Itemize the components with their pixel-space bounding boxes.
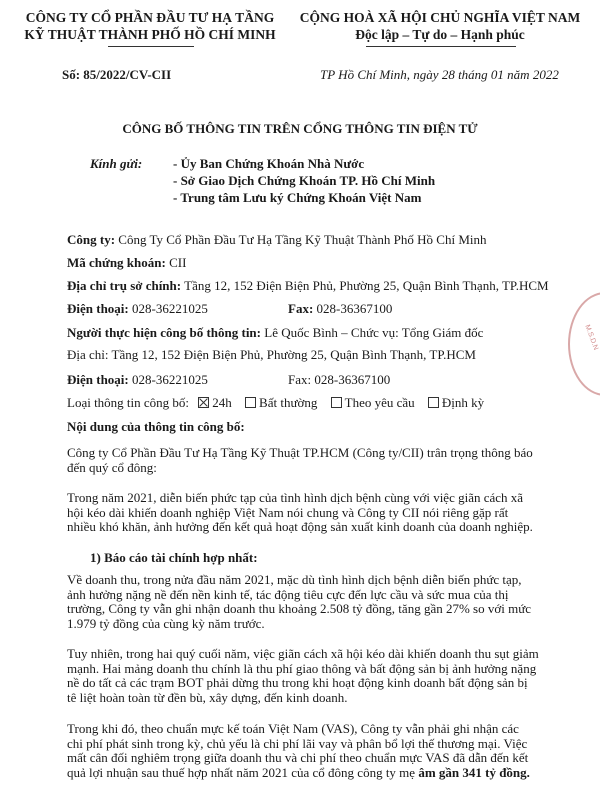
- phone2-value: 028-36221025: [132, 372, 208, 387]
- checkbox-icon: [428, 397, 439, 408]
- company-name-line2: KỸ THUẬT THÀNH PHỐ HỒ CHÍ MINH: [24, 27, 276, 42]
- stock-code-row: [67, 255, 186, 271]
- recipient-3: - Trung tâm Lưu ký Chứng Khoán Việt Nam: [173, 190, 422, 205]
- headquarters-value: Tầng 12, 152 Điện Biện Phủ, Phường 25, Quận Bình Thạnh, TP.HCM: [184, 278, 549, 293]
- header-underline-right: [366, 46, 516, 47]
- stock-code-value: CII: [169, 255, 187, 270]
- option-periodic-label: Định kỳ: [441, 395, 485, 410]
- header-underline-left: [108, 46, 194, 47]
- headquarters-row: [67, 278, 549, 294]
- p3-line-1: Tuy nhiên, trong hai quý cuối năm, việc giãn cách xã hội kéo dài khiến doanh thu sụt giảm: [67, 646, 539, 661]
- country-motto: Độc lập – Tự do – Hạnh phúc: [355, 27, 525, 42]
- p1-line-3: nhiều khó khăn, ảnh hưởng đến kết quả hoạt động sản xuất kinh doanh của doanh nghiệp.: [67, 519, 533, 534]
- p4-line-2: chi phí phát sinh trong kỳ, chủ yếu là chi phí lãi vay và phân bổ lợi thế thương mại. Việc: [67, 735, 528, 751]
- stamp-text: M.S.D.N: [583, 323, 600, 352]
- option-periodic[interactable]: [428, 395, 484, 411]
- option-on-request[interactable]: [331, 395, 415, 411]
- p2-line-4: 1.979 tỷ đồng của cùng kỳ năm trước.: [67, 615, 265, 631]
- company-stamp: [568, 292, 600, 396]
- p2-line-3: trường, Công ty vẫn ghi nhận doanh thu khoảng 2.508 tỷ đồng, tăng gần 27% so với mức: [67, 601, 532, 616]
- p4-line-4: [67, 766, 530, 781]
- info-type-label: Loại thông tin công bố:: [67, 395, 190, 410]
- p2-line-2: ảnh hưởng nặng nề đến nền kinh tế, tác động tiêu cực đến lực cầu và sức mua của thị: [67, 586, 509, 602]
- option-on-request-label: Theo yêu cầu: [344, 395, 415, 410]
- checkbox-checked-icon: [198, 397, 209, 408]
- company-name-line1: CÔNG TY CỔ PHẦN ĐẦU TƯ HẠ TẦNG: [25, 10, 275, 25]
- p2-line-1: Về doanh thu, trong nửa đầu năm 2021, mặc dù tình hình dịch bệnh diễn biến phức tạp,: [67, 572, 522, 587]
- discloser-row: [67, 325, 483, 341]
- info-type-row: [67, 395, 494, 411]
- fax-value: 028-36367100: [316, 301, 393, 316]
- p4-line-3: mất cân đối nghiêm trọng giữa doanh thu và chi phí theo chuẩn mực VAS đã dẫn đến kết: [67, 750, 529, 765]
- company-row: [67, 232, 487, 248]
- discloser-label: Người thực hiện công bố thông tin:: [67, 325, 261, 340]
- intro-line-1: Công ty Cổ Phần Đầu Tư Hạ Tầng Kỹ Thuật TP.HCM (Công ty/CII) trân trọng thông báo: [67, 445, 533, 460]
- content-label: Nội dung của thông tin công bố:: [67, 419, 245, 434]
- p4-line-1: Trong khi đó, theo chuẩn mực kế toán Việt Nam (VAS), Công ty vẫn phải ghi nhận các: [67, 721, 519, 736]
- option-24h-label: 24h: [212, 395, 232, 410]
- p3-line-3: nề do tất cả các trạm BOT phải dừng thu trong khi hoạt động kinh doanh bất động sản bị: [67, 675, 528, 690]
- company-value: Công Ty Cổ Phần Đầu Tư Hạ Tầng Kỹ Thuật Thành Phố Hồ Chí Minh: [118, 232, 487, 247]
- company-label: Công ty:: [67, 232, 116, 247]
- p4-line-4-bold: âm gần 341 tỷ đồng.: [418, 764, 530, 780]
- stock-code-label: Mã chứng khoán:: [67, 255, 166, 270]
- option-irregular[interactable]: [245, 395, 317, 411]
- recipients-label: Kính gửi:: [90, 156, 143, 171]
- document-title: CÔNG BỐ THÔNG TIN TRÊN CỔNG THÔNG TIN ĐIỆN TỬ: [122, 121, 478, 136]
- headquarters-label: Địa chỉ trụ sở chính:: [67, 278, 182, 293]
- paragraph-2: [67, 573, 531, 631]
- document-number: Số: 85/2022/CV-CII: [62, 67, 172, 82]
- checkbox-icon: [245, 397, 256, 408]
- recipient-2: - Sở Giao Dịch Chứng Khoán TP. Hồ Chí Minh: [173, 173, 436, 188]
- p1-line-1: Trong năm 2021, diễn biến phức tạp của tình hình dịch bệnh cùng với việc giãn cách xã: [67, 490, 524, 505]
- phone2-row: [67, 372, 208, 388]
- intro-paragraph: [67, 446, 533, 475]
- document-date: TP Hồ Chí Minh, ngày 28 tháng 01 năm 2022: [320, 67, 559, 82]
- p3-line-4: tê liệt hoàn toàn từ đền bù, xây dựng, đến kinh doanh.: [67, 689, 348, 705]
- discloser-value: Lê Quốc Bình – Chức vụ: Tổng Giám đốc: [264, 325, 484, 340]
- checkbox-icon: [331, 397, 342, 408]
- phone2-label: Điện thoại:: [67, 372, 129, 387]
- fax-label: Fax:: [288, 301, 314, 316]
- phone-label: Điện thoại:: [67, 301, 129, 316]
- discloser-address: Địa chỉ: Tầng 12, 152 Điện Biện Phủ, Phường 25, Quận Bình Thạnh, TP.HCM: [67, 347, 476, 362]
- country-name: CỘNG HOÀ XÃ HỘI CHỦ NGHĨA VIỆT NAM: [299, 10, 581, 25]
- paragraph-4: [67, 722, 530, 780]
- paragraph-3: [67, 647, 539, 705]
- option-24h[interactable]: [198, 395, 232, 411]
- section-heading-1: 1) Báo cáo tài chính hợp nhất:: [90, 550, 258, 565]
- option-irregular-label: Bất thường: [259, 395, 318, 410]
- intro-line-2: đến quý cổ đông:: [67, 459, 157, 475]
- fax2-value: Fax: 028-36367100: [288, 372, 391, 387]
- recipient-1: - Ủy Ban Chứng Khoán Nhà Nước: [173, 156, 365, 171]
- p4-line-4-text: quả lợi nhuận sau thuế hợp nhất năm 2021 của cổ đông công ty mẹ: [67, 764, 419, 780]
- p3-line-2: mạnh. Hai mảng doanh thu chính là thu phí giao thông và bất động sản bị ảnh hưởng nặng: [67, 660, 537, 676]
- fax-row: [288, 301, 392, 317]
- p1-line-2: hội kéo dài khiến doanh nghiệp Việt Nam nói chung và Công ty CII nói riêng gặp rất: [67, 504, 509, 520]
- phone-row: [67, 301, 208, 317]
- paragraph-1: [67, 491, 533, 535]
- phone-value: 028-36221025: [132, 301, 208, 316]
